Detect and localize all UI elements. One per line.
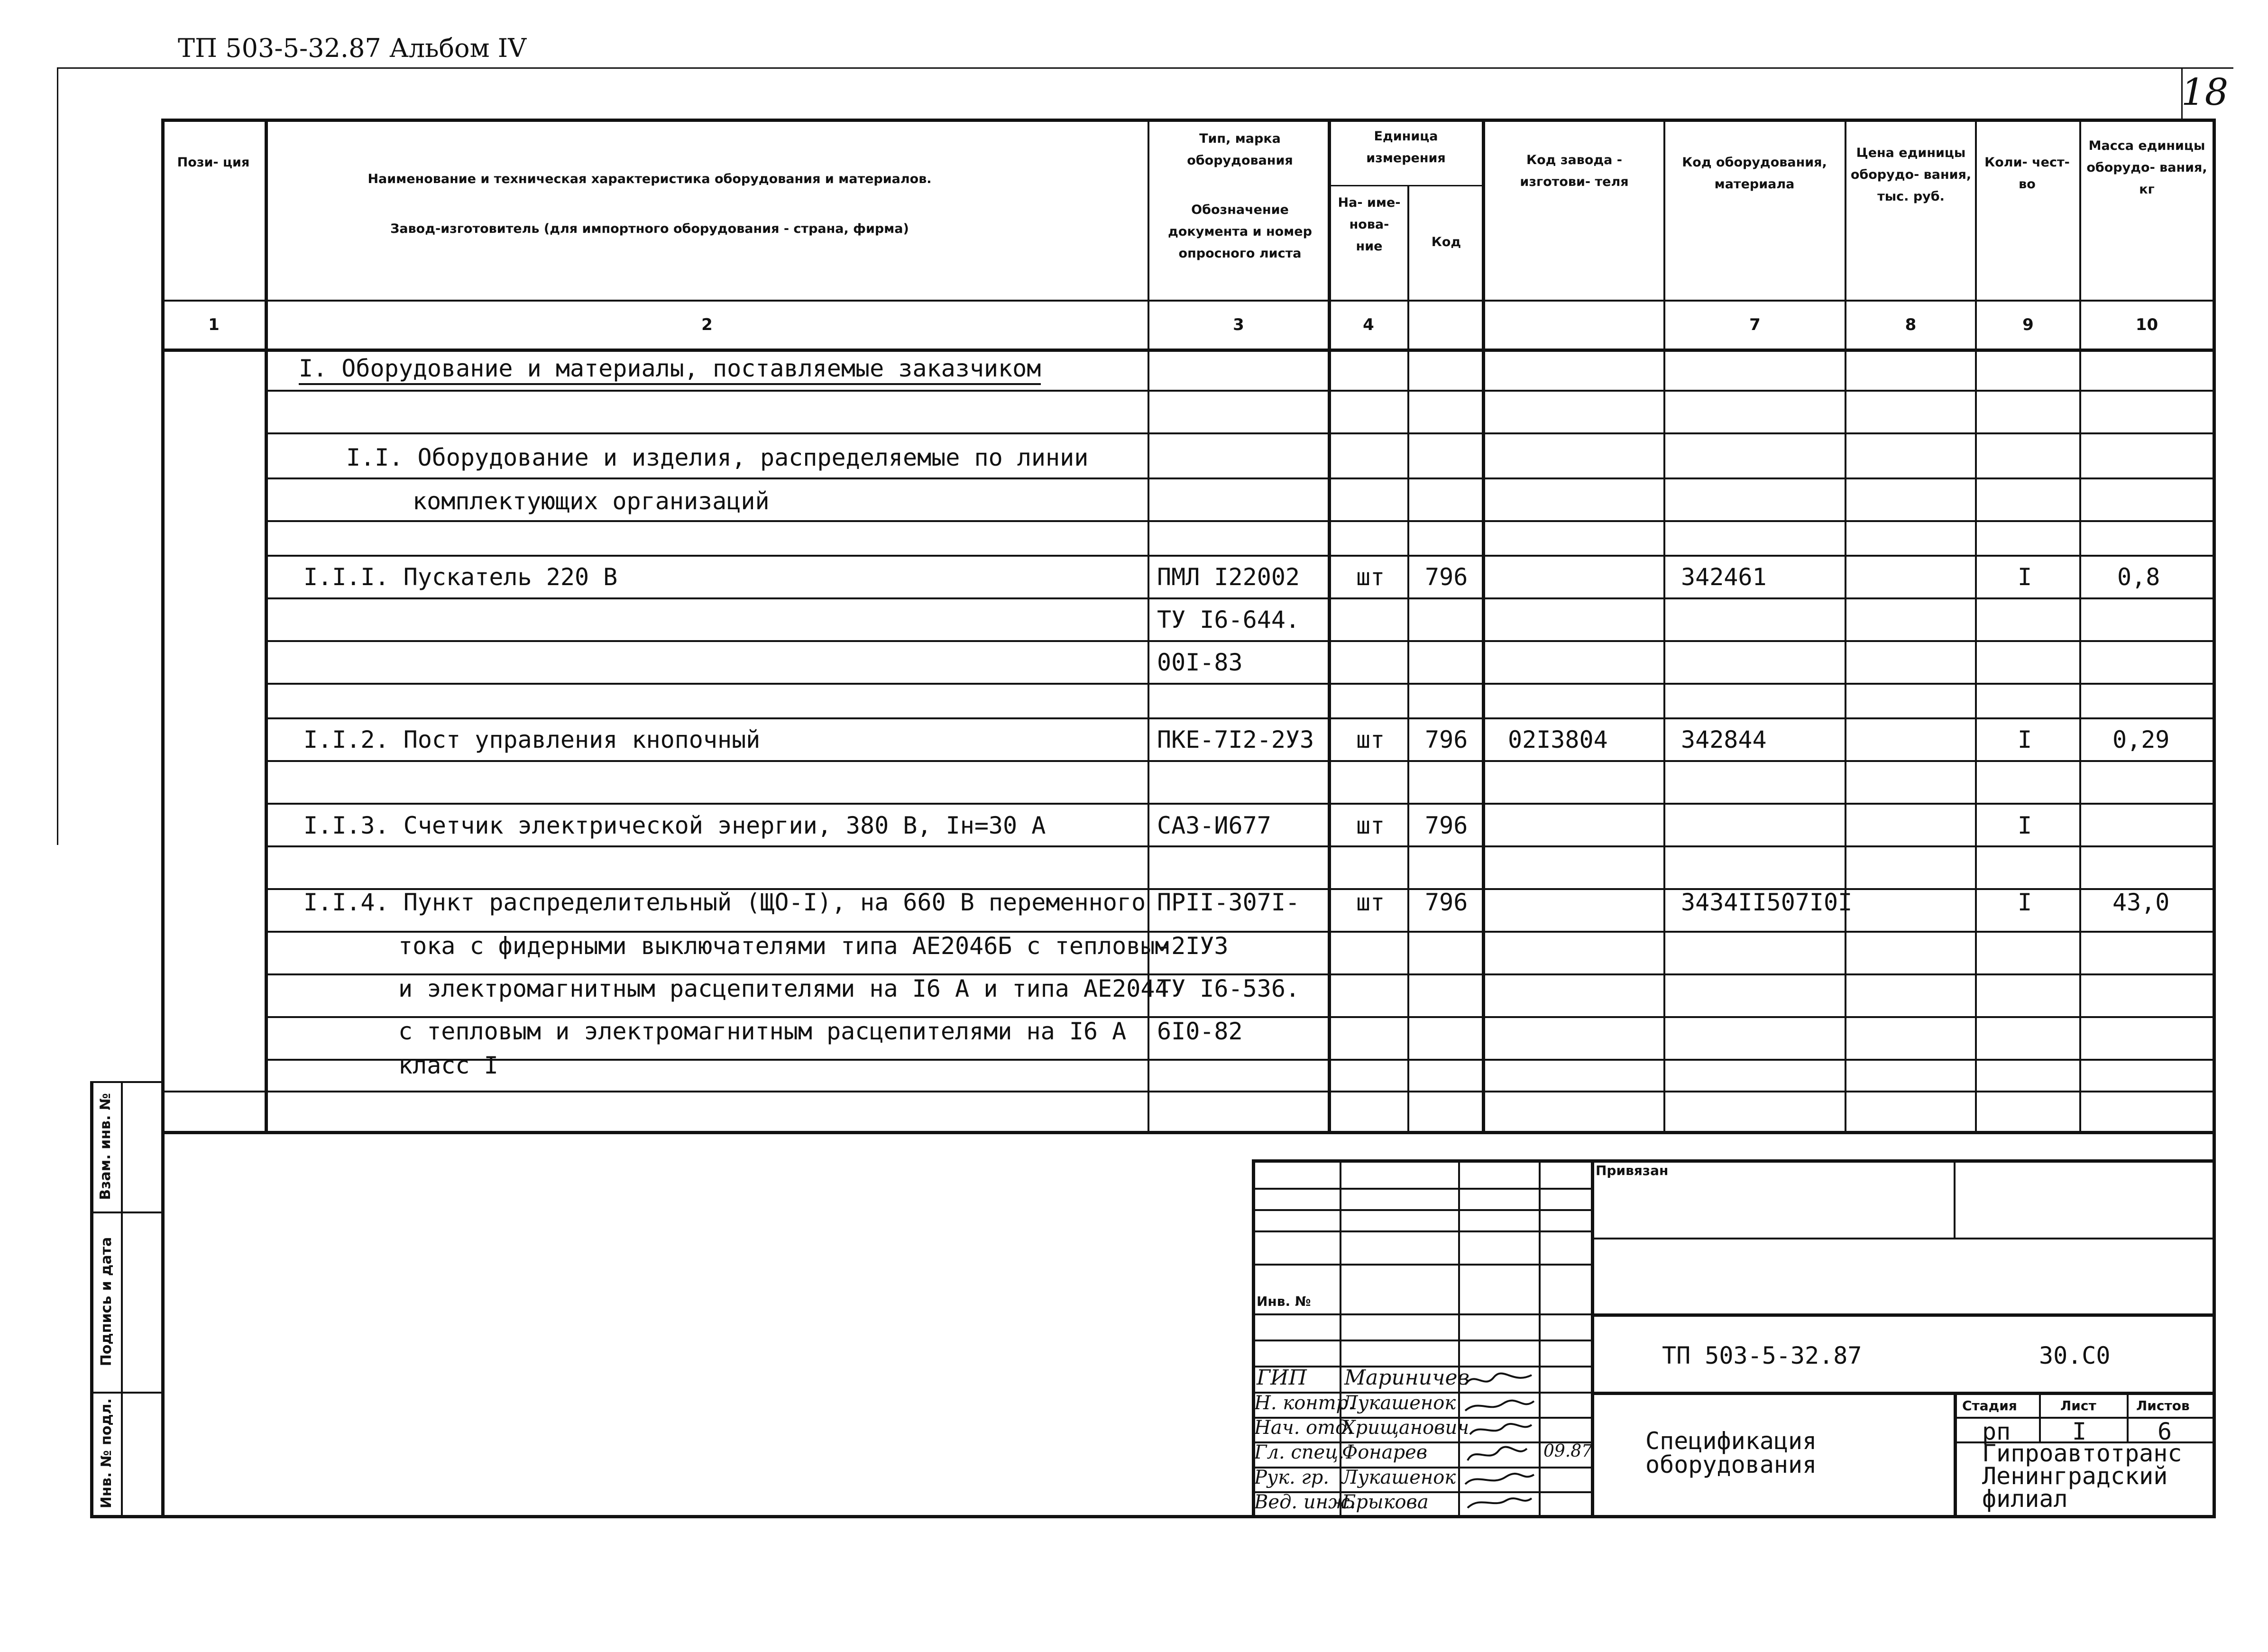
item-type-cont: ТУ I6-536. xyxy=(1157,975,1300,1002)
tb-role: Вед. инж. xyxy=(1254,1491,1356,1513)
item-name-cont: класс I xyxy=(398,1052,498,1079)
tb-sheet: I xyxy=(2072,1418,2087,1445)
colnum: 9 xyxy=(2022,315,2034,334)
item-unit: шт xyxy=(1356,812,1385,839)
stamp-divider xyxy=(121,1081,123,1516)
item-code: 796 xyxy=(1425,812,1468,839)
signature-icon xyxy=(1465,1401,1534,1411)
colnum: 3 xyxy=(1233,315,1244,334)
tb-stage: рп xyxy=(1982,1418,2011,1445)
colnum: 8 xyxy=(1905,315,1917,334)
signature-icon xyxy=(1465,1373,1532,1385)
colnum: 2 xyxy=(701,315,713,334)
item-equip: 3434II507I0I xyxy=(1681,889,1853,916)
header-mass: Масса единицы оборудо- вания, кг xyxy=(2086,138,2207,197)
tb-person: Брыкова xyxy=(1342,1491,1429,1513)
col-div-1 xyxy=(265,119,268,1131)
row-line xyxy=(161,1091,2214,1092)
row-line xyxy=(265,1059,2213,1061)
header-maker-code: Код завода - изготови- теля xyxy=(1520,153,1629,189)
item-code: 796 xyxy=(1425,889,1468,916)
tb-org-3: филиал xyxy=(1982,1485,2068,1513)
frame-top-line xyxy=(57,67,2233,69)
tb-role: ГИП xyxy=(1257,1366,1307,1390)
row-line xyxy=(265,803,2213,805)
tb-row xyxy=(1252,1313,1591,1315)
sheet-mark: 18 xyxy=(2181,71,2229,114)
tb-sheets-label: Листов xyxy=(2136,1398,2190,1413)
header-position: Пози- ция xyxy=(177,155,250,170)
stamp-left-border xyxy=(90,1081,93,1516)
tb-top xyxy=(1252,1159,2214,1163)
tb-sheet-code: 30.С0 xyxy=(2039,1342,2111,1369)
row-line xyxy=(265,432,2213,434)
item-qty: I xyxy=(2018,889,2032,916)
tb-role: Гл. спец. xyxy=(1254,1441,1344,1463)
table-bottom-border xyxy=(90,1515,2216,1518)
item-equip: 342461 xyxy=(1681,563,1767,591)
tb-inv-label: Инв. № xyxy=(1257,1294,1311,1309)
row-line xyxy=(265,477,2213,479)
row-line-last xyxy=(161,1131,2214,1134)
header-unit-name: На- име- нова- ние xyxy=(1338,195,1401,254)
tb-org-2: Ленинградский xyxy=(1982,1462,2168,1490)
item-name: I.I.I. Пускатель 220 В xyxy=(303,563,618,591)
tb-row xyxy=(1252,1340,1591,1341)
item-type-cont: 6I0-82 xyxy=(1157,1018,1243,1045)
colnum-bottom-line xyxy=(161,349,2214,352)
col-div-5 xyxy=(1482,119,1485,1131)
tb-person: Мариничев xyxy=(1344,1366,1470,1390)
colnum: 10 xyxy=(2135,315,2158,334)
signature-icon xyxy=(1465,1474,1534,1484)
tb-col xyxy=(1539,1159,1541,1515)
tb-person: Лукашенок xyxy=(1342,1467,1456,1488)
tb-privyazan-div xyxy=(1954,1159,1956,1238)
tb-doc-name-2: оборудования xyxy=(1645,1451,1817,1478)
tb-role: Н. контр. xyxy=(1254,1392,1354,1414)
tb-org: Гипроавтотранс xyxy=(1982,1440,2182,1467)
table-right-border xyxy=(2213,119,2216,1515)
tb-row xyxy=(1252,1209,1591,1211)
tb-role: Рук. гр. xyxy=(1254,1467,1329,1488)
row-line xyxy=(265,845,2213,847)
colnum: 4 xyxy=(1363,315,1374,334)
tb-stage-divider xyxy=(1954,1392,1957,1515)
item-qty: I xyxy=(2018,563,2032,591)
tb-person: Фонарев xyxy=(1342,1441,1428,1463)
unit-group-line xyxy=(1328,185,1482,186)
item-type: САЗ-И677 xyxy=(1157,812,1271,839)
tb-person: Лукашенок xyxy=(1342,1392,1456,1414)
row-line xyxy=(265,520,2213,522)
sheet-mark-box xyxy=(2181,67,2183,120)
item-type-cont: 00I-83 xyxy=(1157,649,1243,676)
tb-person: Хрищанович xyxy=(1342,1417,1469,1439)
tb-line xyxy=(1591,1392,2214,1395)
tb-doc-code: ТП 503-5-32.87 xyxy=(1662,1342,1862,1369)
tb-main-divider xyxy=(1591,1159,1594,1515)
item-name: I.I.2. Пост управления кнопочный xyxy=(303,726,761,753)
item-mass: 43,0 xyxy=(2112,889,2170,916)
colnum: 1 xyxy=(208,315,220,334)
signature-marks xyxy=(1460,1366,1539,1513)
tb-col xyxy=(2039,1392,2041,1441)
item-type-cont: -2IУ3 xyxy=(1157,932,1229,960)
row-line xyxy=(265,683,2213,685)
col-div-4 xyxy=(1407,185,1409,1131)
item-name-cont: тока с фидерными выключателями типа АЕ2046Б с тепловым xyxy=(398,932,1169,960)
header-unit-code: Код xyxy=(1431,235,1461,249)
header-type: Тип, марка оборудования xyxy=(1187,131,1293,168)
item-type-cont: ТУ I6-644. xyxy=(1157,606,1300,633)
item-name: I.I.4. Пункт распределительный (ЩО-I), на 660 В переменного xyxy=(303,889,1146,916)
tb-col xyxy=(2127,1392,2129,1441)
tb-privyazan: Привязан xyxy=(1596,1163,1669,1178)
tb-role: Нач. отд. xyxy=(1254,1417,1354,1439)
stamp-signature-date: Подпись и дата xyxy=(98,1237,115,1367)
document-title: ТП 503-5-32.87 Альбом IV xyxy=(178,33,527,63)
header-maker: Завод-изготовитель (для импортного оборудования - страна, фирма) xyxy=(390,221,909,236)
colnum: 7 xyxy=(1749,315,1761,334)
tb-sheets: 6 xyxy=(2158,1418,2172,1445)
header-name: Наименование и техническая характеристика оборудования и материалов. xyxy=(367,172,932,186)
row-line xyxy=(265,390,2213,392)
tb-sheet-label: Лист xyxy=(2060,1398,2096,1413)
stamp-replacement: Взам. инв. № xyxy=(97,1093,114,1200)
col-div-3 xyxy=(1328,119,1331,1131)
table-top-border xyxy=(161,119,2214,122)
item-code: 796 xyxy=(1425,726,1468,753)
item-mass: 0,29 xyxy=(2112,726,2170,753)
tb-row xyxy=(1252,1264,1591,1266)
item-name-cont: и электромагнитным расцепителями на I6 А и типа АЕ2044 xyxy=(398,975,1169,1002)
tb-row xyxy=(1252,1188,1591,1190)
tb-row xyxy=(1252,1230,1591,1232)
subsection-title: I.I. Оборудование и изделия, распределяемые по линии xyxy=(346,444,1089,471)
col-div-6 xyxy=(1663,119,1665,1131)
item-name-cont: с тепловым и электромагнитным расцепителями на I6 А xyxy=(398,1018,1127,1045)
item-type: ПРII-307I- xyxy=(1157,889,1300,916)
signature-icon xyxy=(1468,1447,1527,1460)
subsection-title-cont: комплектующих организаций xyxy=(413,487,770,515)
tb-line xyxy=(1591,1238,2214,1239)
tb-stage-label: Стадия xyxy=(1962,1398,2017,1413)
item-unit: шт xyxy=(1356,563,1385,591)
header-qty: Коли- чест- во xyxy=(1984,155,2070,192)
row-line xyxy=(265,640,2213,642)
header-bottom-line xyxy=(161,300,2214,302)
item-maker: 02I3804 xyxy=(1508,726,1608,753)
stamp-original-inv: Инв. № подл. xyxy=(98,1398,115,1509)
stamp-line xyxy=(90,1081,162,1083)
item-code: 796 xyxy=(1425,563,1468,591)
item-unit: шт xyxy=(1356,889,1385,916)
tb-line xyxy=(1591,1313,2214,1317)
stamp-line xyxy=(90,1211,162,1213)
header-price: Цена единицы оборудо- вания, тыс. руб. xyxy=(1850,146,1972,204)
section-title: I. Оборудование и материалы, поставляемые заказчиком xyxy=(299,357,1041,385)
item-type: ПКЕ-7I2-2У3 xyxy=(1157,726,1314,753)
row-line xyxy=(265,760,2213,762)
col-div-8 xyxy=(1975,119,1977,1131)
item-equip: 342844 xyxy=(1681,726,1767,753)
header-equip-code: Код оборудования, материала xyxy=(1682,155,1827,192)
frame-left-line xyxy=(57,67,58,845)
tb-date: 09.87 xyxy=(1543,1441,1593,1461)
tb-col xyxy=(1458,1159,1460,1515)
item-name: I.I.3. Счетчик электрической энергии, 380 В, Iн=30 А xyxy=(303,812,1046,839)
item-mass: 0,8 xyxy=(2117,563,2160,591)
signature-icon xyxy=(1470,1424,1532,1434)
item-unit: шт xyxy=(1356,726,1385,753)
row-line xyxy=(265,597,2213,599)
row-line xyxy=(265,717,2213,719)
tb-doc-name: Спецификация xyxy=(1645,1427,1817,1455)
row-line xyxy=(265,555,2213,557)
item-qty: I xyxy=(2018,812,2032,839)
col-div-7 xyxy=(1845,119,1846,1131)
signature-icon xyxy=(1468,1498,1532,1508)
item-type: ПМЛ I22002 xyxy=(1157,563,1300,591)
header-unit-group: Единица измерения xyxy=(1366,129,1446,165)
item-qty: I xyxy=(2018,726,2032,753)
header-doc: Обозначение документа и номер опросного листа xyxy=(1168,202,1312,261)
col-div-9 xyxy=(2079,119,2081,1131)
